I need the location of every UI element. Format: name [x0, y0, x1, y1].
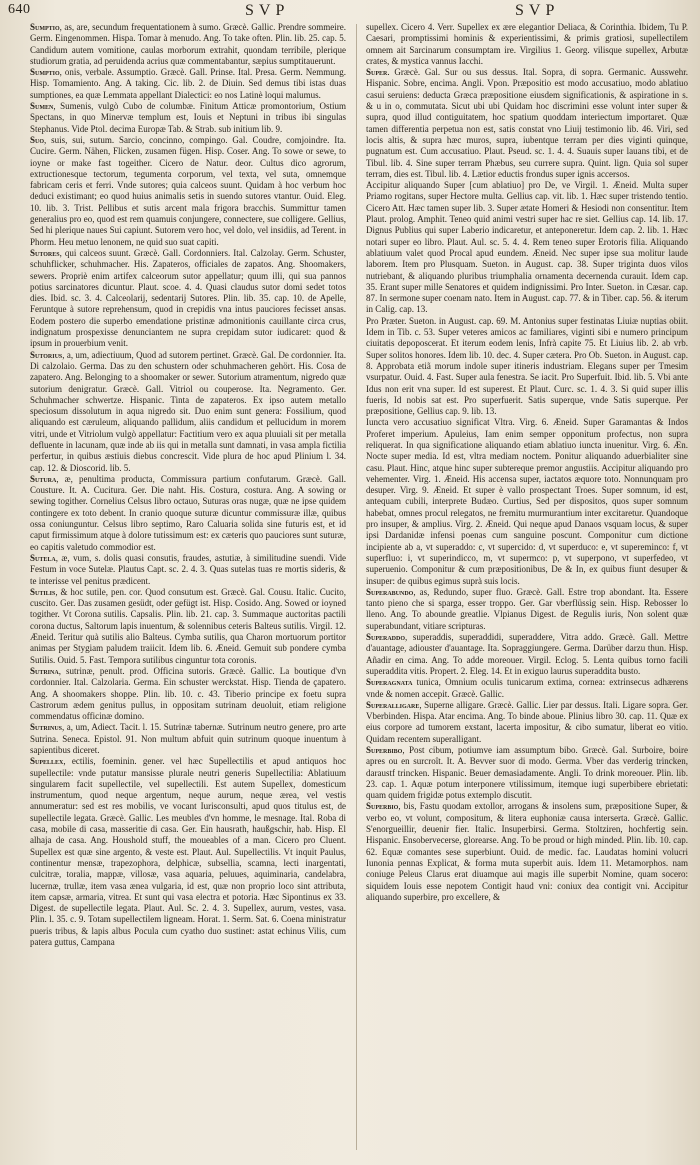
entry-text: Pro Præter. Sueton. in August. cap. 69. M. Antonius super festinatas Liuiæ nuptias obiit. Idem in Tib. c. 53. Super veteres amicos ac familiares, viginti sibi e numero principum ciuitatis depoposcerat. Et iterum eodem lenis, Infrà capite 75. Et Liuius lib. 2. ab vrb. Super solitos honores. Idem lib. 10. dec. 4. Super cætera. Pro Ob. Sueton. in August. cap. 8. Approbata etiã morum indole super itineris industriam. Elegans super per Tmesim vsurpatur. Ouid. 4. Fast. Super aula fenestra. Se iacit. Pro Superfuit. Ibid. lib. 5. Vbi ante Idus non erit vna super. Id est superest. Et Plaut. Curc. sc. 1. 4. 3. Si quid super illis fueris, Id nobis sat est. Pro superfuerit. Satis superque, vnde Satis superque. Per præpositione, Gellius cap. 9. lib. 13. — [366, 315, 688, 417]
entry-text: tunica, Omnium oculis tunicarum extima, cornea: extrinsecus adhærens vnde & nomen accepit. Græcè. Gallic. — [366, 677, 688, 699]
entry-text: , onis, verbale. Assumptio. Græcè. Gall. Prinse. Ital. Presa. Germ. Nemmung. Hisp. Tomamiento. Ang. A taking. Cic. lib. 2. de Diuin. Sed demus tibi istas duas sumptiones, ea quæ Lemmata appellant Dialectici: eo nos Latinè loqui malumus. — [30, 67, 346, 100]
page-number: 640 — [8, 2, 31, 17]
entry-headword: Super — [366, 67, 388, 78]
entry-headword: Superagnata — [366, 677, 413, 688]
dictionary-entry — [30, 722, 346, 756]
entry-text: . Græcè. Gal. Sur ou sus dessus. Ital. Sopra, di sopra. Germanic. Ausswehr. Hispanic. Sobre, encima. Angli. Vpon. Præpositio est modo accusatiuo, modo ablatiuo casui seruiens: deducta Græca præpositione eiusdem significationis, & aspiratione in s. & u in o, commutata. Sicut ubi ubi Quidam hoc discrimini esse volunt inter super & supra, quod illud contiguitatem, hoc spatium quoddam interiectum importaret. Quæ tamen differentia perpetua non est, satis constat vno Liuij testimonio lib. 46. Viri, sed locis altis, & supra hæc muros, supra, iubentque terram per dies viginti quinque, pugnatum est. Cum accusatiuo. Plaut. Pseud. sc. 1. 4. 4. Suauis super lauans tibi, et de Tibul. lib. 4. Sine super terram Phæbus, seu currere supra. Quint. lign. Quia sol super terram, dies est. Tibul. lib. 4. Lætior eductis frondus super ignis accersos. — [366, 67, 688, 179]
entry-headword: Sumptio — [30, 67, 60, 78]
entry-text: , Superne alligare. Græcè. Gallic. Lier par dessus. Itali. Ligare sopra. Ger. Vberbinden. Hispa. Atar encima. Ang. To binde aboue. Plinius libro 30. cap. 11. Quæ ex eius corpore ad tumorem exstant, lacerta impositur, & cibo sumatur, liberat eo vitio. Quidam recentem superalligant. — [366, 699, 688, 744]
entry-text: supellex. Cicero 4. Verr. Supellex ex ære elegantior Deliaca, & Corinthia. Ibidem, Tu P. Caesari, promptissimi hominis & experientissimi, & primis gratiosi, supellectilem omnem ait Sarcinarum consumptam ire. Virgilius 1. Georg. vilisque supellex, Arbutæ crates, & mystica vannus Iacchi. — [366, 22, 688, 66]
entry-headword: Superbibo — [366, 745, 403, 755]
entry-text: Accipitur aliquando Super [cum ablatiuo] pro De, ve Virgil. 1. Æneid. Multa super Priamo rogitans, super Hectore multa. Gellius cap. vit. lib. 1. Hæc super tristendo tentio. Cicero Att. Hæc tamen super lib. 3. Super ætate Homeri & Hesiodi non consentitur. Item Plaut. prolog. Amphit. Teneo quid animi vestri super hac re siet. Gellius cap. 14. lib. 17. Dignus Publius qui super Laberio indicaretur, et anteponeretur. Idem cap. 2. lib. 1. Hæc notari super eo libro. Plaut. Aul. sc. 5. 4. 4. Rem teneo super Erotoris filia. Aliquando ablatiuum valet quod Procal apud eundem. Æneid. Nec super ipse sua molitur laude laborem. Item pro Plusquam. Sueton. in August. cap. 38. Super triginta duos vilos nutriebant, & aliquando pluribus triumphalia ornamenta decernenda curauit. Idem cap. 35. Erant super mille Senatores et quidem indignissimi. Pro Inter. Sueton. in Cæsar. cap. 87. In sermone super coenam nato. Item in August. cap. 77. & in Tiber. cap. 56. & iterum in Calig. cap. 13. — [366, 180, 688, 315]
entry-headword: Supellex — [30, 756, 64, 767]
dictionary-entry — [366, 316, 688, 418]
right-column — [366, 22, 688, 1152]
entry-headword: Sutilis — [30, 586, 56, 597]
column-divider — [356, 24, 357, 1150]
entry-text: , a, um, adiectiuum, Quod ad sutorem pertinet. Græcè. Gal. De cordonnier. Ita. Di calzolaio. Germa. Das zu den schustern oder schuhmacheren gehört. His. Cosa de zapatero. Ang. Belonging to a shoomaker or sewer. Sutorium atramentum, nigredo quæ sutorium denigratur. Græcè. Gall. Vitriol ou couperose. Ita. Negramento. Ger. Schuhmacher schwertze. Hispanic. Tinta de zapateros. Ex ipso autem metallo speciosum dissolutum in aqua nigredo sit. Duo enim sunt genera: Fossilium, quod aliquando est cæruleum, aliquando pallidum, aliis candidum et pellucidum in morem vitri, unde et Vitriolum vulgò appellatur: Factitium vero ex aqua pluuiali sit per metalla defluente in lacunam, quæ inde ab iis qui in metalla sunt damnati, in vasa ampla fictilia perfertur, in quibus æstiuis diebus concrescit. Vide plura de hoc apud Plinium l. 34. cap. 12. & Dioscorid. lib. 5. — [30, 349, 346, 473]
entry-headword: Suo — [30, 134, 45, 145]
entry-headword: Sutores — [30, 247, 60, 258]
entry-text: , bis, Fastu quodam extollor, arrogans & insolens sum, præpositione Super, & verbo eo, vt volunt, compositum, & litera euphoniæ causa interserta. Græcè. Gallic. S'enorgueillir, deuenir fier. Italic. Insuperbirsi. Germa. Stoltziren, hochfertig sein. Hispanic. Ensobervecerse, glorearse. Ang. To be proud or high minded. Plin. lib. 10. cap. 62. Equæ comantes sese superbiunt. Ouid. de medic. fac. Laudatas homini volucri Iunonia pennas Explicat, & forma muta superbit auis. Idem 11. Metamorphos. nam coniuge Peleus Clarus erat diuamque aui magis ille superbit Nomine, quam socero: siquidem Iouis esse nepotem Contigit haud vni: coniux dea contigit vni. Accipitur aliquando superbire, pro excellere, & — [366, 801, 688, 902]
entry-text: , sutrinæ, penult. prod. Officina sutoris. Græcè. Gallic. La boutique d'vn cordonnier. Ital. Calzolaria. Germa. Ein schuster werckstat. Hisp. Tienda de çapatero. Ang. A shoomakers shoppe. Plin. lib. 10. c. 43. Tiberio principe ex foetu supra Castrorum ædem genitus pullus, in oppositam sutrinam deuoluit, etiam religione commendatus officinæ domino. — [30, 665, 346, 722]
entry-headword: Superabundo — [366, 586, 414, 597]
dictionary-entry — [366, 677, 688, 700]
entry-text: , Post cibum, potiumve iam assumptum bibo. Græcè. Gal. Surboire, boire apres ou en surcroît. It. A. Bevver suor di modo. Germa. Vber das verderig trincken, daraustf trincken. Hispanic. Beuer demasiadamente. Angli. To drink moreouer. Plin. lib. 23. cap. 1. Aquæ potum interponere vtilissimum, itemque iugi superbibere ebrietati: quam quidem frigidæ potus extemplo discutit. — [366, 745, 688, 801]
dictionary-entry — [366, 22, 688, 67]
entry-headword: Sumptio — [30, 22, 60, 32]
dictionary-entry — [366, 801, 688, 903]
entry-headword: Sutura — [30, 473, 57, 484]
dictionary-entry — [30, 248, 346, 350]
entry-headword: Superbio — [366, 801, 399, 812]
running-head-right: SVP — [515, 2, 560, 19]
dictionary-entry — [30, 22, 346, 67]
dictionary-entry — [30, 135, 346, 248]
page-header — [0, 2, 700, 22]
entry-headword: Sutorius — [30, 349, 63, 360]
dictionary-entry — [366, 700, 688, 745]
dictionary-entry — [30, 474, 346, 553]
entry-headword: Sutrinus — [30, 722, 63, 733]
entry-text: Iuncta vero accusatiuo significat Vltra. Virg. 6. Æneid. Super Garamantas & Indos Proferet imperium. Apuleius, Iam enim semper opponitum profectus, non supra reliquerat. In qua significatione aliquando etiam ablatiuo iuncta inuenitur. Virg. 6. Æn. Nocte super media. Id est, vltra mediam noctem. Ponitur aliquando aduerbialiter sine casu. Plaut. Hinc, atque hinc super subtereque premor angustiis. Accipitur aliquando pro vehementer. Virg. 1. Æneid. His accensa super, iactatos æquore toto. Nonnunquam pro desuper. Virg. 9. Æneid. Et super è vallo prospectant Troes. Super somnum, id est, antequam cubili, interprete Budæo. Curtius, Sed per dispositos, quos super somnum habebat, omnes procul relegatos, ne fremitu murmurantium inter excitaretur. Quandoque pro insuper, & amplius. Virg. 2. Æneid. Qui neque apud Danaos vsquam locus, & super ipsi Dardanidæ infensi poenas cum sanguine poscunt. Componitur cum dictione incipiente ab a, vt superaddo: c, vt supercido: d, vt superduco: e, vt supereminco: f, vt superfluo: i, vt superindicco, m, vt supermco: p, vt superpono, vt superfedeo, vt superuenio. Componitur & cum præpositionibus, De & In, ex quibus fiunt desuper & insuper: de quibus egimus suprà suis locis. — [366, 417, 688, 586]
dictionary-entry — [366, 632, 688, 677]
entry-headword: Sutrina — [30, 665, 59, 676]
entry-text: , & hoc sutile, pen. cor. Quod consutum est. Græcè. Gal. Cousu. Italic. Cucito, cuscito. Ger. Das zusamen gesüdt, oder gefügt ist. Hisp. Cosido. Ang. Sowed or ioyned togither. Vt Corona sutilis. Capsalis. Plin. lib. 21. cap. 3. Summaque auctoritas pactili corona ductus, Saltorum lapis inuentum, & solennibus ceteris Balteus sutilis. Virgil. 12. Æneid. Teritur quà sutilis alio Balteus. Cymba sutilis, qua Charon mortuorum portitor animas per Stygiam paludem traiicit. Idem lib. 6. Æneid. Gemuit sub pondere cymba Sutilis. Ouid. 5. Fast. Tempora sutilibus cinguntur tota coronis. — [30, 586, 346, 665]
left-column — [30, 22, 346, 1152]
dictionary-entry — [366, 180, 688, 316]
entry-text: , a, um, Adiect. Tacit. l. 15. Sutrinæ tabernæ. Sutrinum neutro genere, pro arte Sutrina. Seneca. Epistol. 91. Non multum abfuit quin sutrinum quoque inuentum à sapientibus diceret. — [30, 722, 346, 755]
entry-text: , suis, sui, sutum. Sarcio, concinno, compingo. Gal. Coudre, comjoindre. Ita. Cucire. Germ. Nähen, Flicken, zusamen fügen. Hisp. Coser. Ang. To sowe or sewe, to ioyne or make fast togeither. Cicero de Natur. deor. Cultus dico agrorum, extructionesque tectorum, tegumenta corporum, vel texta, vel suta, omnemque fabricam ceris et ferri. Vnde sutores; quia calceos suunt. Quidam à hoc verbum hoc deduci existimant; eo quod huius animalis setis in suendo sutores vtantur. Ouid. Eleg. 10. lib. 3. Trist. Pellibus et sutis arcent mala frigora bracchis. Summittur tamen generalius pro eo, quod est rem quamuis conjungere, connectere, sue colligere. Gellius, Sed hi plerique naues Sui capiunt. Sutorem vero hoc, vel dolo, vel insidiis, ad Terent. in Phorm. Heu metuo lenonem, ne quid suo suat capiti. — [30, 134, 346, 247]
entry-headword: Superaddo — [366, 632, 406, 643]
dictionary-entry — [30, 553, 346, 587]
dictionary-entry — [366, 417, 688, 586]
entry-text: , æ, vum, s. dolis quasi consutis, fraudes, astutiæ, à similitudine suendi. Vide Festum in voce Sutelæ. Plautus Capt. sc. 2. 4. 3. Quas sutelas tuas re mortis sideris, & te interisse vel penitus prædicent. — [30, 552, 346, 586]
dictionary-entry — [30, 101, 346, 135]
dictionary-entry — [30, 67, 346, 101]
entry-text: , superaddis, superaddidi, superaddere, Vitra addo. Græcè. Gall. Mettre d'auantage, adiouster d'auantage. Ita. Sopraggiungere. Germa. Darüber darzu thun. Hisp. Añadir en cima. Ang. To adde moreouer. Virgil. Eclog. 5. Lenta quibus torno facili superaddita vitis. Propert. 2. Eleg. 14. Et in exiguo laurus superaddita busto. — [366, 632, 688, 676]
entry-headword: Sutela — [30, 552, 56, 563]
running-head-left: SVP — [245, 2, 290, 19]
entry-headword: Superalligare — [366, 699, 420, 710]
dictionary-entry — [366, 745, 688, 801]
entry-text: , as, Redundo, super fluo. Græcè. Gall. Estre trop abondant. Ita. Essere tanto pieno che si sparga, esser troppo. Ger. Gar vberflüssig sein. Hisp. Rebosser lo lleno. Ang. To abounde greatlie. Vlpianus Digest. de Regulis iuris, Non solent quæ superabundant, vitiare scripturas. — [366, 586, 688, 631]
dictionary-entry — [30, 666, 346, 722]
entry-text: , æ, penultima producta, Commissura partium confutarum. Græcè. Gall. Cousture. It. A. Cucitura. Ger. Die naht. His. Costura, costura. Ang. A sowing or sewing togither. Cornelius Celsus libro octauo, Suturas oras nugæ, quæ ne ipse quidem contingere ex toto debent. In cranio quoque suturæ dicuntur commissuræ illæ, quibus ossa coniunguntur. Celsus libro septimo, Raro Caluaria solida sine futuris est, et id caput firmissimum atque à dolore tutissimum est: ex cæteris quo pauciores sunt suturæ, eo capitis valetudo commodior est. — [30, 473, 346, 552]
dictionary-entry — [30, 587, 346, 666]
dictionary-entry — [366, 67, 688, 180]
entry-text: , Sumenis, vulgò Cubo de columbæ. Finitum Atticæ promontorium, Ostium Spectans, in quo Minervæ templum est, Iouis et Neptuni in tribus ibi singulas Stephanus. Vide Ptol. decima Europæ Tab. & Strab. sub initium lib. 9. — [30, 101, 346, 134]
entry-text: , as, are, secundum frequentationem à sumo. Græcè. Gallic. Prendre sommeire. Germ. Eingenommen. Hispa. Tomar à menudo. Ang. To take often. Plin. lib. 25. cap. 5. Candidum autem vomitione, caulas morborum extrahit, quondam terribile, plerique studiorum gratia, ad peruidenda acrius quæ commentabantur, sæpius sumptitauerunt. — [30, 22, 346, 66]
dictionary-entry — [30, 350, 346, 474]
dictionary-entry — [366, 587, 688, 632]
entry-headword: Sumen — [30, 101, 54, 112]
dictionary-entry — [30, 756, 346, 948]
entry-text: , ectilis, foeminin. gener. vel hæc Supellectilis et apud antiquos hoc supellectile: vnde putatur mansisse plurale neutri generis Supellectilia: Ablatiuum singularem facit supellectile, vel supellectili. Est autem Supellex, domesticum instrumentum, quod neque argentum, neque aurum, neque ærea, vel vestis annumeratur: sed est res mobilis, ve vocant Iurisconsulti, apud quos titulus est, de supellectile legata. Græcè. Gallic. Les meubles d'vn homme, le mesnage. Ital. Roba di casa, mobile di casa, masseritie di casa. Ger. Ein hausrath, haußgschir, hab. Hisp. El alhaja de casa. Ang. Houshold stuff, the moueables of a man. Cicero pro Cluent. Supellex est quæ sine argento, & veste est. Plaut. Aul. Supellectilis. Vt inquit Paulus, continentur mensæ, trapezophora, delphicæ, subsellia, scamna, lecti inargentati, culcitræ, toralia, mappæ, villosæ, vasa aquaria, peluues, aquiminaria, candelabra, lucernæ, trullæ, item vasa ænea vulgaria, id est, quæ non proprio loco sint attributa, item capsæ, armaria, vitrea. Et sunt qui vasa electra et potoria. Hæc Sipontinus ex 33. Digest. de supellectile legata. Plaut. Aul. Sc. 2. 4. 3. Supellex, aurum, vestes, vasa. Plin. l. 35. c. 9. Totam supellectilem ligneam. Horat. 1. Serm. Sat. 6. Coena ministratur pueris tribus, & lapis albus Pocula cum cyatho duo sustinet: astat echinus Vilis, cum patera guttus, Campana — [30, 756, 346, 948]
entry-text: , qui calceos suunt. Græcè. Gall. Cordonniers. Ital. Calzolay. Germ. Schuster, schuhflicker, schuhmacher. His. Zapateros, officiales de zapatos. Ang. Shoomakers, sewers. Propriè enim artifex calceorum sutor appellatur; quum illi, qui sua pannos potius sarcinatores dicuntur. Plaut. scoe. 4. 4. Quasi claudus sutor domi sedet totos dies. Ibid. sc. 3. 4. Calceolarij, sedentarij Sutores. Plin. lib. 35. cap. 10. de Apelle, Feruntque à sutore reprehensum, quod in crepidis vna intus pauciores fecisset ansas. Eodem postero die superbo emendatione pristinæ admonitionis cauillante circa crus, indignatum prospexisse denunciantem ne supra crepidam sutor iudicaret: quod & ipsum in prouerbium venit. — [30, 247, 346, 349]
